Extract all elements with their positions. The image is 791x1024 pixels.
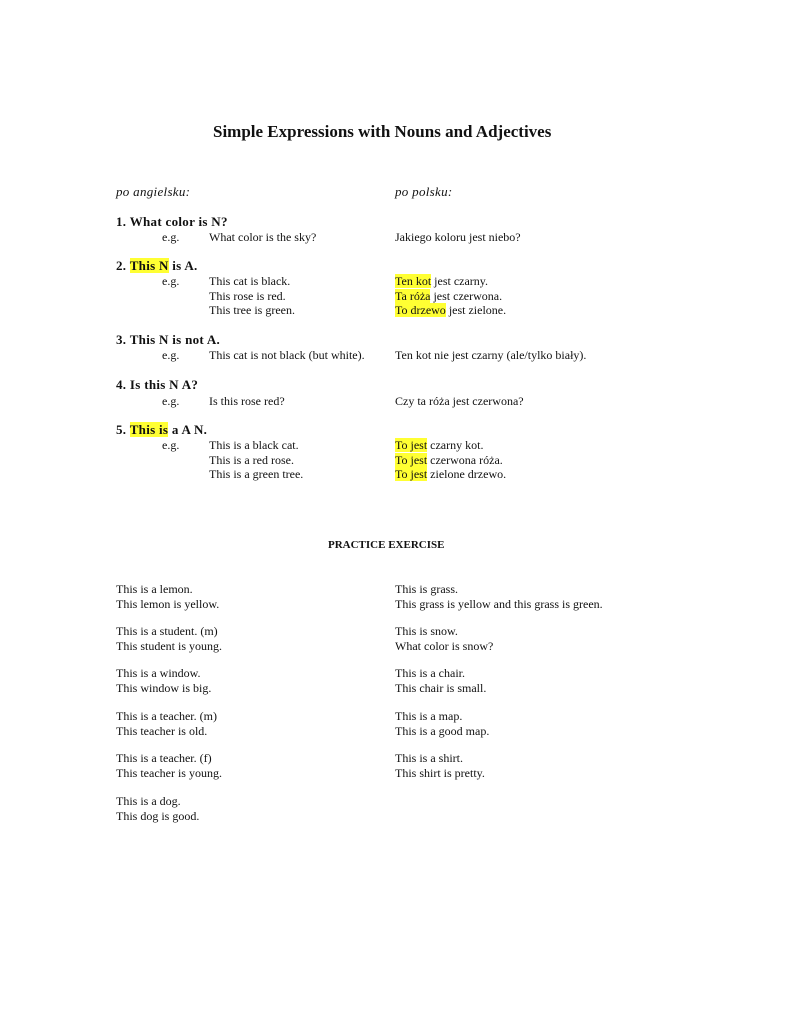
practice-line: This is a shirt. [395, 751, 463, 765]
section-heading-4 [116, 377, 198, 393]
highlighted-phrase: To jest [395, 467, 428, 481]
practice-line: This chair is small. [395, 680, 487, 695]
practice-line: This is a window. [116, 666, 201, 680]
example-english: This cat is black. [209, 274, 291, 288]
practice-line: This teacher is young. [116, 765, 222, 780]
section-heading-text: a A N. [171, 422, 208, 437]
practice-line: What color is snow? [395, 638, 494, 653]
practice-line: This lemon is yellow. [116, 596, 220, 611]
eg-label: e.g. [162, 394, 180, 408]
practice-item [116, 709, 217, 738]
eg-label: e.g. [162, 274, 180, 288]
section-number: 1. [116, 214, 127, 229]
example-polish-text: zielone drzewo. [430, 467, 507, 481]
practice-line: This is a teacher. (f) [116, 751, 212, 765]
example-polish [395, 274, 488, 289]
example-polish [395, 289, 502, 304]
practice-item [395, 751, 485, 780]
highlighted-phrase: To drzewo [395, 303, 446, 317]
example-polish-text: czarny kot. [430, 438, 484, 452]
practice-line: This is a map. [395, 709, 463, 723]
page-title: Simple Expressions with Nouns and Adjectives [213, 122, 552, 141]
practice-line: This is snow. [395, 624, 458, 638]
example-polish [395, 467, 506, 482]
example-polish [395, 438, 483, 453]
example-english: This cat is not black (but white). [209, 348, 365, 362]
practice-line: This is a dog. [116, 794, 181, 808]
example-polish-text: Czy ta róża jest czerwona? [395, 394, 524, 408]
example-polish-text: jest czerwona. [433, 289, 503, 303]
highlighted-phrase: To jest [395, 453, 428, 467]
section-heading-1 [116, 214, 228, 230]
example-polish [395, 394, 524, 409]
example-polish-text: Ten kot nie jest czarny (ale/tylko biały). [395, 348, 587, 362]
practice-item [116, 794, 199, 823]
practice-item [116, 624, 222, 653]
section-number: 4. [116, 377, 127, 392]
practice-line: This is a chair. [395, 666, 465, 680]
highlighted-phrase: This N [129, 258, 169, 273]
example-english: This tree is green. [209, 303, 295, 317]
practice-line: This is a good map. [395, 723, 490, 738]
section-number: 5. [116, 422, 127, 437]
example-english: This is a green tree. [209, 467, 304, 481]
practice-item [395, 624, 493, 653]
highlighted-phrase: This is [129, 422, 169, 437]
example-english: Is this rose red? [209, 394, 285, 408]
section-number: 3. [116, 332, 127, 347]
section-heading-2 [116, 258, 198, 274]
example-polish-text: Jakiego koloru jest niebo? [395, 230, 521, 244]
example-polish [395, 453, 503, 468]
column-header-english: po angielsku: [116, 184, 191, 199]
section-heading-3 [116, 332, 220, 348]
practice-line: This is a student. (m) [116, 624, 218, 638]
section-number: 2. [116, 258, 127, 273]
practice-item [395, 709, 489, 738]
section-heading-text: Is this N A? [129, 377, 199, 392]
section-heading-5 [116, 422, 207, 438]
practice-line: This student is young. [116, 638, 223, 653]
example-polish-text: jest zielone. [448, 303, 507, 317]
highlighted-phrase: Ta róża [395, 289, 431, 303]
example-polish [395, 230, 521, 245]
practice-line: This is a lemon. [116, 582, 193, 596]
practice-line: This shirt is pretty. [395, 765, 485, 780]
example-english: This rose is red. [209, 289, 286, 303]
column-header-polish: po polsku: [395, 184, 453, 199]
practice-line: This dog is good. [116, 808, 200, 823]
example-polish [395, 303, 506, 318]
section-heading-text: This N is not A. [129, 332, 221, 347]
practice-item [395, 666, 486, 695]
practice-item [116, 666, 211, 695]
practice-item [116, 751, 222, 780]
highlighted-phrase: To jest [395, 438, 428, 452]
practice-line: This is grass. [395, 582, 458, 596]
practice-item [116, 582, 219, 611]
practice-line: This is a teacher. (m) [116, 709, 217, 723]
eg-label: e.g. [162, 230, 180, 244]
eg-label: e.g. [162, 438, 180, 452]
example-polish-text: czerwona róża. [430, 453, 503, 467]
highlighted-phrase: Ten kot [395, 274, 432, 288]
example-english: This is a red rose. [209, 453, 294, 467]
practice-item [395, 582, 603, 611]
example-english: This is a black cat. [209, 438, 299, 452]
practice-line: This window is big. [116, 680, 212, 695]
practice-title: PRACTICE EXERCISE [328, 539, 445, 551]
example-english: What color is the sky? [209, 230, 317, 244]
example-polish-text: jest czarny. [434, 274, 489, 288]
practice-line: This teacher is old. [116, 723, 208, 738]
eg-label: e.g. [162, 348, 180, 362]
example-polish [395, 348, 586, 363]
practice-line: This grass is yellow and this grass is green. [395, 596, 603, 611]
section-heading-text: What color is N? [129, 214, 228, 229]
section-heading-text: is A. [172, 258, 198, 273]
